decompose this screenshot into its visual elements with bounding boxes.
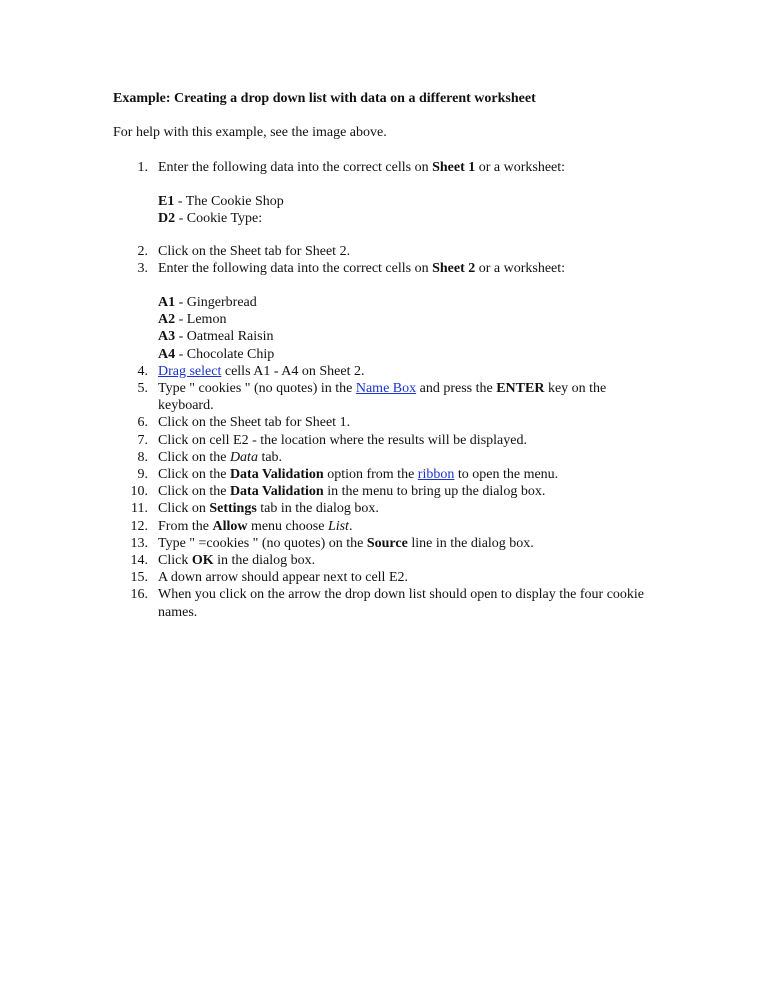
step-number: 7. xyxy=(137,432,148,448)
ribbon-link[interactable]: ribbon xyxy=(417,467,455,483)
step-15: 15. A down arrow should appear next to cell E2. xyxy=(130,570,408,586)
step-12: 12. From the Allow menu choose List. xyxy=(130,518,353,534)
step-number: 8. xyxy=(137,449,148,465)
steps-list xyxy=(0,159,768,621)
intro-text: For help with this example, see the image above. xyxy=(113,125,387,140)
sheet1-data-block xyxy=(0,193,768,227)
data-entry-a1: A1 - Gingerbread xyxy=(158,295,257,311)
data-entry-d2: D2 - Cookie Type: xyxy=(158,211,263,227)
step-13: 13. Type " =cookies " (no quotes) on the Source line in the dialog box. xyxy=(130,535,534,551)
step-number: 1. xyxy=(137,160,148,175)
drag-select-link[interactable]: Drag select xyxy=(158,363,222,379)
step-9: 9. Click on the Data Validation option from the ribbon to open the menu. xyxy=(137,467,559,483)
step-16: 16. When you click on the arrow the drop down list should open to display the four cookie names. xyxy=(130,587,645,620)
step-4: 4. Drag select cells A1 - A4 on Sheet 2. xyxy=(137,363,365,379)
step-6: 6. Click on the Sheet tab for Sheet 1. xyxy=(137,415,351,431)
step-7: 7. Click on cell E2 - the location where the results will be displayed. xyxy=(137,432,527,448)
step-8: 8. Click on the Data tab. xyxy=(137,449,283,465)
step-number: 11. xyxy=(131,501,148,517)
data-entry-a2: A2 - Lemon xyxy=(158,312,227,328)
step-number: 9. xyxy=(137,467,148,483)
step-number: 14. xyxy=(130,553,148,569)
name-box-link[interactable]: Name Box xyxy=(355,381,417,397)
step-10: 10. Click on the Data Validation in the menu to bring up the dialog box. xyxy=(130,484,546,500)
step-number: 15. xyxy=(130,570,148,586)
step-number: 4. xyxy=(137,363,148,379)
sheet2-data-block xyxy=(0,294,768,363)
data-entry-e1: E1 - The Cookie Shop xyxy=(158,194,284,210)
step-number: 3. xyxy=(137,260,148,276)
step-number: 13. xyxy=(130,535,148,551)
step-2: 2. Click on the Sheet tab for Sheet 2. xyxy=(137,243,351,259)
step-3: 3. Enter the following data into the correct cells on Sheet 2 or a worksheet: xyxy=(137,260,566,276)
step-number: 12. xyxy=(130,518,148,534)
data-entry-a3: A3 - Oatmeal Raisin xyxy=(158,329,274,345)
step-number: 10. xyxy=(130,484,148,500)
step-5: 5. Type " cookies " (no quotes) in the Name Box and press the ENTER key on the keyboard. xyxy=(137,381,607,414)
step-number: 16. xyxy=(130,587,148,603)
step-1: 1. Enter the following data into the correct cells on Sheet 1 or a worksheet: xyxy=(137,160,566,175)
step-11: 11. Click on Settings tab in the dialog box. xyxy=(131,501,379,517)
data-entry-a4: A4 - Chocolate Chip xyxy=(158,346,275,362)
page-title: Example: Creating a drop down list with data on a different worksheet xyxy=(113,91,536,106)
step-number: 2. xyxy=(137,243,148,259)
step-number: 5. xyxy=(137,381,148,397)
step-number: 6. xyxy=(137,415,148,431)
step-14: 14. Click OK in the dialog box. xyxy=(130,553,316,569)
